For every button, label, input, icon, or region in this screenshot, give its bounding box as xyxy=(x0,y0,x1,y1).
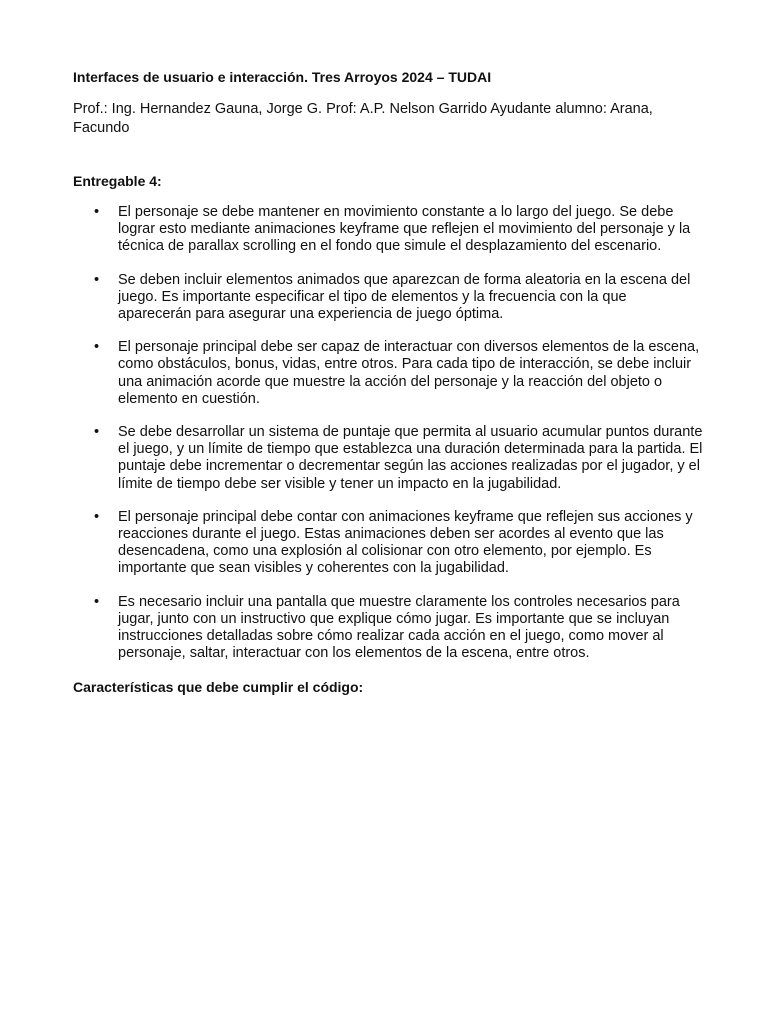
document-title: Interfaces de usuario e interacción. Tres Arroyos 2024 – TUDAI xyxy=(73,69,492,85)
bullet-icon: • xyxy=(94,508,100,525)
requirement-text: Se debe desarrollar un sistema de puntaje que permita al usuario acumular puntos durante el juego, y un límite de tiempo que establezca una duración determinada para la partida. El puntaje debe incrementar o decrementar según las acciones realizadas por el jugador, y el límite de tiempo debe ser visible y tener un impacto en la jugabilidad. xyxy=(118,424,703,492)
list-item xyxy=(73,339,703,408)
bullet-icon: • xyxy=(94,593,100,610)
requirement-text: El personaje se debe mantener en movimiento constante a lo largo del juego. Se debe lograr esto mediante animaciones keyframe que reflejen el movimiento del personaje y la técnica de parallax scrolling en el fondo que simule el desplazamiento del escenario. xyxy=(118,204,691,255)
requirement-text: El personaje principal debe ser capaz de interactuar con diversos elementos de la escena, como obstáculos, bonus, vidas, entre otros. Para cada tipo de interacción, se debe incluir una animación acorde que muestre la acción del personaje y la reacción del objeto o elemento en cuestión. xyxy=(118,339,700,407)
professors-line: Prof.: Ing. Hernandez Gauna, Jorge G. Prof: A.P. Nelson Garrido Ayudante alumno: Arana, Facundo xyxy=(73,101,653,136)
list-item xyxy=(73,204,703,256)
code-requirements-heading: Características que debe cumplir el código: xyxy=(73,679,364,696)
document-page xyxy=(73,68,703,696)
deliverable-heading: Entregable 4: xyxy=(73,173,162,189)
requirements-list xyxy=(73,204,703,662)
list-item xyxy=(73,594,703,663)
requirement-text: Se deben incluir elementos animados que aparezcan de forma aleatoria en la escena del juego. Es importante especificar el tipo de elementos y la frecuencia con la que aparecerán para asegurar una experiencia de juego óptima. xyxy=(118,271,691,323)
bullet-icon: • xyxy=(94,204,100,220)
requirement-text: El personaje principal debe contar con animaciones keyframe que reflejen sus acciones y reacciones durante el juego. Estas animaciones deben ser acordes al evento que las desencadena, como una explosión al colisionar con otro elemento, por ejemplo. Es importante que sean visibles y coherentes con la jugabilidad. xyxy=(118,508,693,577)
list-item xyxy=(73,424,703,493)
bullet-icon: • xyxy=(94,424,100,441)
list-item xyxy=(73,509,703,578)
requirement-text: Es necesario incluir una pantalla que muestre claramente los controles necesarios para jugar, junto con un instructivo que explique cómo jugar. Es importante que se incluyan instrucciones detalladas sobre cómo realizar cada acción en el juego, como mover al personaje, saltar, interactuar con los elementos de la escena, entre otros. xyxy=(118,593,680,662)
list-item xyxy=(73,272,703,324)
bullet-icon: • xyxy=(94,271,100,288)
bullet-icon: • xyxy=(94,339,100,356)
